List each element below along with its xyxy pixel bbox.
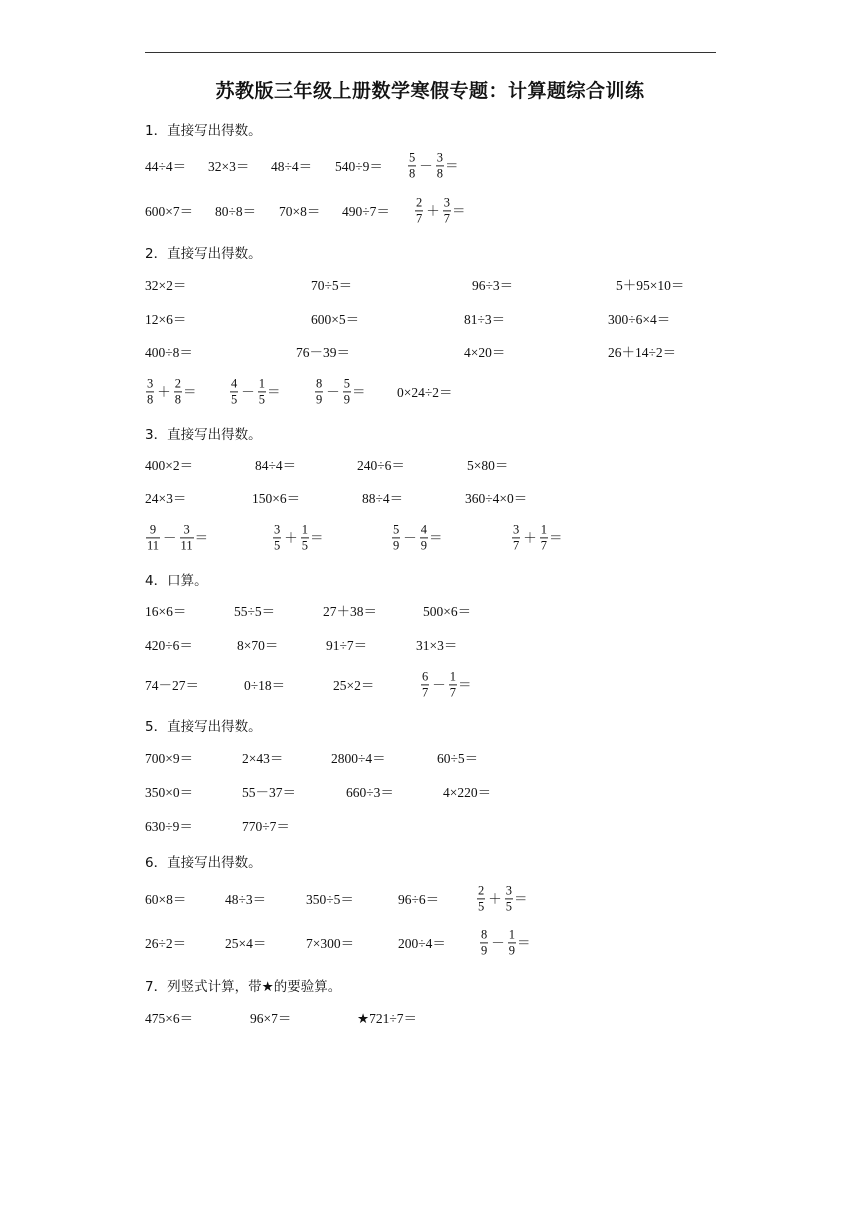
expression-text: 55－37＝	[242, 784, 296, 800]
expression-text: 400×2＝	[145, 457, 194, 473]
math-problem	[145, 204, 193, 219]
fraction-numerator: 3	[512, 523, 520, 538]
math-problem	[608, 312, 670, 327]
expression-text: 8×70＝	[237, 637, 279, 653]
math-problem	[306, 936, 354, 951]
fraction-numerator: 1	[508, 928, 516, 943]
fraction-numerator: 6	[421, 670, 429, 685]
operator: ＋	[488, 891, 502, 907]
fraction	[508, 928, 516, 957]
fraction-denominator: 7	[540, 538, 547, 553]
math-problem	[272, 523, 324, 552]
expression-text: 16×6＝	[145, 603, 187, 619]
expression-text: 600×7＝	[145, 203, 194, 219]
expression-text: ★721÷7＝	[357, 1010, 418, 1026]
math-problem	[479, 928, 531, 957]
math-problem	[357, 458, 405, 473]
math-problem	[215, 204, 256, 219]
fraction	[174, 377, 182, 406]
question-heading-2: 2．直接写出得数。	[145, 246, 262, 262]
math-problem	[145, 604, 186, 619]
fraction-numerator: 1	[540, 523, 548, 538]
math-problem	[145, 936, 186, 951]
fraction-denominator: 9	[343, 392, 350, 407]
math-problem	[335, 159, 383, 174]
math-problem	[145, 312, 186, 327]
math-problem	[252, 491, 300, 506]
fraction-denominator: 5	[258, 392, 265, 407]
expression-text: ＝	[267, 384, 281, 400]
expression-text: 26÷2＝	[145, 935, 187, 951]
fraction-numerator: 1	[449, 670, 457, 685]
expression-text: 660÷3＝	[346, 784, 394, 800]
fraction-numerator: 2	[415, 196, 423, 211]
fraction-numerator: 3	[436, 151, 444, 166]
math-problem	[229, 377, 281, 406]
operator: －	[163, 530, 177, 546]
math-problem	[145, 491, 186, 506]
math-problem	[237, 638, 278, 653]
fraction-numerator: 3	[273, 523, 281, 538]
expression-text: ＝	[429, 530, 443, 546]
expression-text: 60÷5＝	[437, 750, 479, 766]
operator: －	[491, 935, 505, 951]
expression-text: 25×2＝	[333, 677, 375, 693]
math-problem	[306, 892, 354, 907]
math-problem	[145, 377, 197, 406]
math-problem	[242, 819, 290, 834]
fraction-denominator: 9	[393, 538, 400, 553]
operator: －	[419, 158, 433, 174]
expression-text: 150×6＝	[252, 490, 301, 506]
math-problem	[234, 604, 275, 619]
math-problem	[346, 785, 394, 800]
expression-text: 60×8＝	[145, 891, 187, 907]
math-problem	[511, 523, 563, 552]
header-rule	[145, 52, 716, 53]
fraction-numerator: 3	[180, 523, 194, 538]
fraction-denominator: 7	[443, 211, 450, 226]
question-heading-5: 5．直接写出得数。	[145, 719, 262, 735]
fraction-denominator: 8	[174, 392, 181, 407]
fraction	[146, 523, 160, 552]
fraction	[505, 884, 513, 913]
operator: －	[241, 384, 255, 400]
fraction-denominator: 9	[481, 943, 488, 958]
expression-text: ＝	[514, 891, 528, 907]
math-problem	[244, 678, 285, 693]
fraction-denominator: 11	[180, 538, 193, 553]
fraction-denominator: 8	[409, 166, 416, 181]
math-problem	[145, 785, 193, 800]
expression-text: ＝	[517, 935, 531, 951]
fraction-numerator: 2	[174, 377, 182, 392]
fraction	[449, 670, 457, 699]
math-problem	[255, 458, 296, 473]
math-problem	[333, 678, 374, 693]
operator: ＋	[426, 203, 440, 219]
expression-text: 2800÷4＝	[331, 750, 386, 766]
expression-text: 4×20＝	[464, 344, 506, 360]
fraction-numerator: 4	[230, 377, 238, 392]
expression-text: 96÷6＝	[398, 891, 440, 907]
expression-text: ＝	[549, 530, 563, 546]
fraction	[180, 523, 194, 552]
expression-text: 48÷3＝	[225, 891, 267, 907]
fraction	[436, 151, 444, 180]
math-problem	[145, 1011, 193, 1026]
expression-text: 76－39＝	[296, 344, 350, 360]
math-problem	[145, 523, 208, 552]
math-problem	[437, 751, 478, 766]
math-problem	[145, 458, 193, 473]
fraction-denominator: 9	[508, 943, 515, 958]
math-problem	[423, 604, 471, 619]
expression-text: 27＋38＝	[323, 603, 377, 619]
math-problem	[145, 159, 186, 174]
math-problem	[476, 884, 528, 913]
math-problem	[472, 278, 513, 293]
math-problem	[145, 751, 193, 766]
expression-text: 2×43＝	[242, 750, 284, 766]
expression-text: 400÷8＝	[145, 344, 193, 360]
math-problem	[464, 345, 505, 360]
expression-text: ＝	[452, 203, 466, 219]
question-heading-6: 6．直接写出得数。	[145, 855, 262, 871]
expression-text: 44÷4＝	[145, 158, 187, 174]
math-problem	[145, 678, 199, 693]
fraction-denominator: 7	[422, 685, 429, 700]
math-problem	[616, 278, 684, 293]
fraction	[480, 928, 488, 957]
math-problem	[314, 377, 366, 406]
expression-text: 70÷5＝	[311, 277, 353, 293]
fraction-numerator: 1	[258, 377, 266, 392]
math-problem	[145, 278, 186, 293]
math-problem	[331, 751, 386, 766]
math-problem	[145, 345, 193, 360]
math-problem	[145, 892, 186, 907]
expression-text: 12×6＝	[145, 311, 187, 327]
expression-text: ＝	[352, 384, 366, 400]
fraction-numerator: 3	[505, 884, 513, 899]
math-problem	[311, 312, 359, 327]
math-problem	[420, 670, 472, 699]
math-problem	[398, 892, 439, 907]
expression-text: 500×6＝	[423, 603, 472, 619]
expression-text: 300÷6×4＝	[608, 311, 671, 327]
expression-text: 5×80＝	[467, 457, 509, 473]
operator: －	[403, 530, 417, 546]
fraction-numerator: 1	[301, 523, 309, 538]
expression-text: 0÷18＝	[244, 677, 286, 693]
expression-text: ＝	[194, 530, 209, 546]
math-problem	[362, 491, 403, 506]
fraction-denominator: 7	[416, 211, 423, 226]
expression-text: 7×300＝	[306, 935, 355, 951]
expression-text: 0×24÷2＝	[397, 384, 453, 400]
expression-text: ＝	[183, 384, 197, 400]
fraction	[273, 523, 281, 552]
fraction	[421, 670, 429, 699]
fraction	[477, 884, 485, 913]
question-heading-3: 3．直接写出得数。	[145, 427, 262, 443]
fraction-numerator: 3	[443, 196, 451, 211]
expression-text: 84÷4＝	[255, 457, 297, 473]
math-problem	[145, 638, 193, 653]
operator: ＋	[157, 384, 171, 400]
fraction	[415, 196, 423, 225]
expression-text: 4×220＝	[443, 784, 492, 800]
fraction	[258, 377, 266, 406]
math-problem	[414, 196, 466, 225]
fraction	[540, 523, 548, 552]
fraction-numerator: 8	[480, 928, 488, 943]
question-heading-4: 4．口算。	[145, 573, 208, 589]
expression-text: 350÷5＝	[306, 891, 354, 907]
expression-text: 200÷4＝	[398, 935, 446, 951]
math-problem	[242, 785, 296, 800]
math-problem	[311, 278, 352, 293]
expression-text: 360÷4×0＝	[465, 490, 528, 506]
math-problem	[357, 1011, 417, 1026]
fraction	[301, 523, 309, 552]
operator: ＋	[284, 530, 298, 546]
expression-text: 74－27＝	[145, 677, 199, 693]
math-problem	[242, 751, 283, 766]
fraction	[343, 377, 351, 406]
expression-text: 96×7＝	[250, 1010, 292, 1026]
expression-text: 48÷4＝	[271, 158, 313, 174]
math-problem	[467, 458, 508, 473]
math-problem	[225, 892, 266, 907]
fraction	[146, 377, 154, 406]
fraction-denominator: 5	[478, 899, 485, 914]
math-problem	[464, 312, 505, 327]
math-problem	[342, 204, 390, 219]
expression-text: 630÷9＝	[145, 818, 193, 834]
expression-text: ＝	[445, 158, 459, 174]
math-problem	[391, 523, 443, 552]
expression-text: 96÷3＝	[472, 277, 514, 293]
fraction-numerator: 5	[408, 151, 416, 166]
expression-text: 80÷8＝	[215, 203, 257, 219]
math-problem	[323, 604, 377, 619]
expression-text: 24×3＝	[145, 490, 187, 506]
math-problem	[397, 385, 453, 400]
fraction-denominator: 8	[147, 392, 154, 407]
fraction	[443, 196, 451, 225]
fraction-denominator: 9	[420, 538, 427, 553]
math-problem	[250, 1011, 291, 1026]
expression-text: 420÷6＝	[145, 637, 193, 653]
expression-text: 31×3＝	[416, 637, 458, 653]
question-heading-1: 1．直接写出得数。	[145, 123, 262, 139]
math-problem	[145, 819, 193, 834]
operator: －	[326, 384, 340, 400]
expression-text: 5＋95×10＝	[616, 277, 685, 293]
fraction-numerator: 4	[420, 523, 428, 538]
expression-text: 490÷7＝	[342, 203, 390, 219]
math-problem	[443, 785, 491, 800]
fraction-denominator: 7	[513, 538, 520, 553]
fraction-denominator: 5	[231, 392, 238, 407]
fraction-denominator: 5	[301, 538, 308, 553]
expression-text: ＝	[310, 530, 324, 546]
fraction-denominator: 5	[505, 899, 512, 914]
expression-text: 88÷4＝	[362, 490, 404, 506]
fraction-denominator: 9	[316, 392, 323, 407]
math-problem	[279, 204, 320, 219]
fraction	[420, 523, 428, 552]
expression-text: 91÷7＝	[326, 637, 368, 653]
fraction	[230, 377, 238, 406]
question-heading-7: 7．列竖式计算，带★的要验算。	[145, 979, 342, 995]
expression-text: 55÷5＝	[234, 603, 276, 619]
expression-text: 770÷7＝	[242, 818, 290, 834]
expression-text: 32×2＝	[145, 277, 187, 293]
fraction	[512, 523, 520, 552]
expression-text: 540÷9＝	[335, 158, 383, 174]
math-problem	[407, 151, 459, 180]
expression-text: 32×3＝	[208, 158, 250, 174]
expression-text: 600×5＝	[311, 311, 360, 327]
fraction-numerator: 2	[477, 884, 485, 899]
math-problem	[416, 638, 457, 653]
fraction-numerator: 5	[343, 377, 351, 392]
expression-text: 350×0＝	[145, 784, 194, 800]
page-title: 苏教版三年级上册数学寒假专题：计算题综合训练	[215, 80, 645, 102]
expression-text: 240÷6＝	[357, 457, 405, 473]
fraction-denominator: 5	[274, 538, 281, 553]
fraction	[408, 151, 416, 180]
expression-text: 700×9＝	[145, 750, 194, 766]
fraction-denominator: 7	[449, 685, 456, 700]
operator: ＋	[523, 530, 537, 546]
fraction	[315, 377, 323, 406]
math-problem	[608, 345, 676, 360]
math-problem	[296, 345, 350, 360]
expression-text: 26＋14÷2＝	[608, 344, 677, 360]
expression-text: 475×6＝	[145, 1010, 194, 1026]
math-problem	[465, 491, 527, 506]
fraction-numerator: 3	[146, 377, 154, 392]
fraction	[392, 523, 400, 552]
math-problem	[271, 159, 312, 174]
expression-text: 70×8＝	[279, 203, 321, 219]
math-problem	[398, 936, 446, 951]
math-problem	[326, 638, 367, 653]
operator: －	[432, 677, 446, 693]
fraction-numerator: 9	[146, 523, 160, 538]
fraction-numerator: 5	[392, 523, 400, 538]
expression-text: 25×4＝	[225, 935, 267, 951]
expression-text: 81÷3＝	[464, 311, 506, 327]
expression-text: ＝	[458, 677, 472, 693]
math-problem	[208, 159, 249, 174]
fraction-denominator: 8	[436, 166, 443, 181]
fraction-numerator: 8	[315, 377, 323, 392]
math-problem	[225, 936, 266, 951]
fraction-denominator: 11	[147, 538, 160, 553]
